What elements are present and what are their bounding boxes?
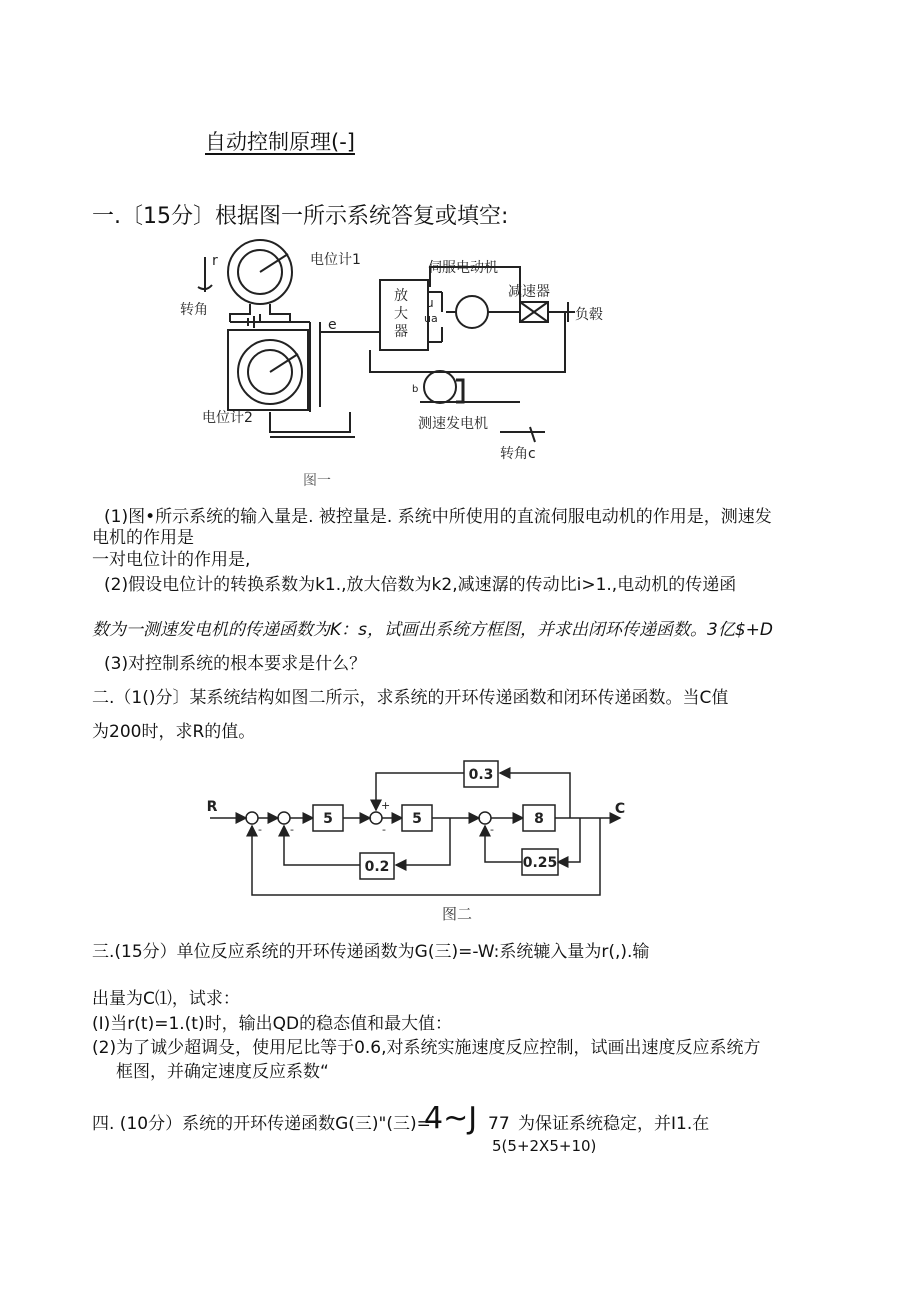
label-ua: ua xyxy=(424,312,438,325)
q4-line-post: 为保证系统稳定，并I1.在 xyxy=(518,1114,710,1134)
figure-1-caption: 图一 xyxy=(303,473,331,489)
q4-formula-denominator: 5(5+2X5+10) xyxy=(492,1137,597,1155)
page-title: 自动控制原理(-] xyxy=(205,130,355,154)
label-e: e xyxy=(328,317,337,333)
label-b: b xyxy=(412,384,419,395)
figure-2-block-diagram xyxy=(200,755,640,905)
q1-line-2: 电机的作用是 xyxy=(92,528,194,548)
block-input-R: R xyxy=(206,799,218,815)
q3-line-4: (2)为了诚少超调殳，使用尼比等于0.6,对系统实施速度反应控制，试画出速度反应系统方 xyxy=(92,1038,761,1058)
label-u1: u xyxy=(426,296,434,310)
label-amp-2: 大 xyxy=(394,306,408,322)
label-zhuanjiao-c: 转角c xyxy=(500,446,536,462)
label-zhuanjiao: 转角 xyxy=(180,302,208,318)
label-r: r xyxy=(212,253,218,269)
label-pot1: 电位计1 xyxy=(310,252,361,268)
q4-formula-main: 4~J xyxy=(424,1101,478,1136)
q1-line-5: 数为一测速发电机的传递函数为K：s，试画出系统方框图，并求出闭环传递函数。3亿$+D xyxy=(92,620,773,640)
sign-2: - xyxy=(290,823,294,836)
sign-4: - xyxy=(382,823,386,836)
sign-3: + xyxy=(381,799,391,812)
label-amp-1: 放 xyxy=(394,288,408,304)
figure-1-schematic xyxy=(170,232,640,494)
question-1-heading: 一.〔15分〕根据图一所示系统答复或填空: xyxy=(92,204,509,229)
q1-line-3: 一对电位计的作用是, xyxy=(92,550,251,570)
block-gain-0-25: 0.25 xyxy=(522,855,558,871)
label-amp-3: 器 xyxy=(394,324,408,340)
q1-line-1: (1)图•所示系统的输入量是. 被控量是. 系统中所使用的直流伺服电动机的作用是，测速发 xyxy=(104,507,772,527)
label-load: 负毂 xyxy=(575,307,603,323)
sign-5: - xyxy=(490,823,494,836)
figure-2-caption: 图二 xyxy=(442,905,473,923)
q4-line-pre: 四. (10分）系统的开环传递函数G(三)"(三)= xyxy=(92,1114,431,1134)
q2-line-1: 二.（1()分〕某系统结构如图二所示，求系统的开环传递函数和闭环传递函数。当C值 xyxy=(92,688,729,708)
q2-line-2: 为200时，求R的值。 xyxy=(92,722,256,742)
block-gain-8: 8 xyxy=(534,811,544,827)
q3-line-3: (I)当r(t)=1.(t)时，输出QD的稳态值和最大值： xyxy=(92,1014,453,1034)
q3-line-1: 三.(15分）单位反应系统的开环传递函数为G(三)=-W:系统辘入量为r(,).输 xyxy=(92,942,650,962)
label-pot2: 电位计2 xyxy=(202,410,253,426)
sign-1: - xyxy=(258,823,262,836)
block-gain-0-3: 0.3 xyxy=(468,767,494,783)
q4-formula-sub: 77 xyxy=(488,1114,510,1134)
block-gain-5a: 5 xyxy=(323,811,333,827)
q1-line-4: (2)假设电位计的转换系数为k1.,放大倍数为k2,减速潺的传动比i>1.,电动机的传递函 xyxy=(104,575,737,595)
q1-line-6: (3)对控制系统的根本要求是什么？ xyxy=(104,654,367,674)
block-gain-0-2: 0.2 xyxy=(364,859,390,875)
q3-line-2: 出量为C⑴，试求： xyxy=(92,989,240,1009)
block-output-C: C xyxy=(614,801,626,817)
block-gain-5b: 5 xyxy=(412,811,422,827)
label-reducer: 减速器 xyxy=(508,284,550,300)
q3-line-5: 框图，并确定速度反应系数“ xyxy=(116,1062,329,1082)
label-tacho: 测速发电机 xyxy=(418,416,488,432)
label-servo-motor: 伺服电动机 xyxy=(428,260,498,276)
